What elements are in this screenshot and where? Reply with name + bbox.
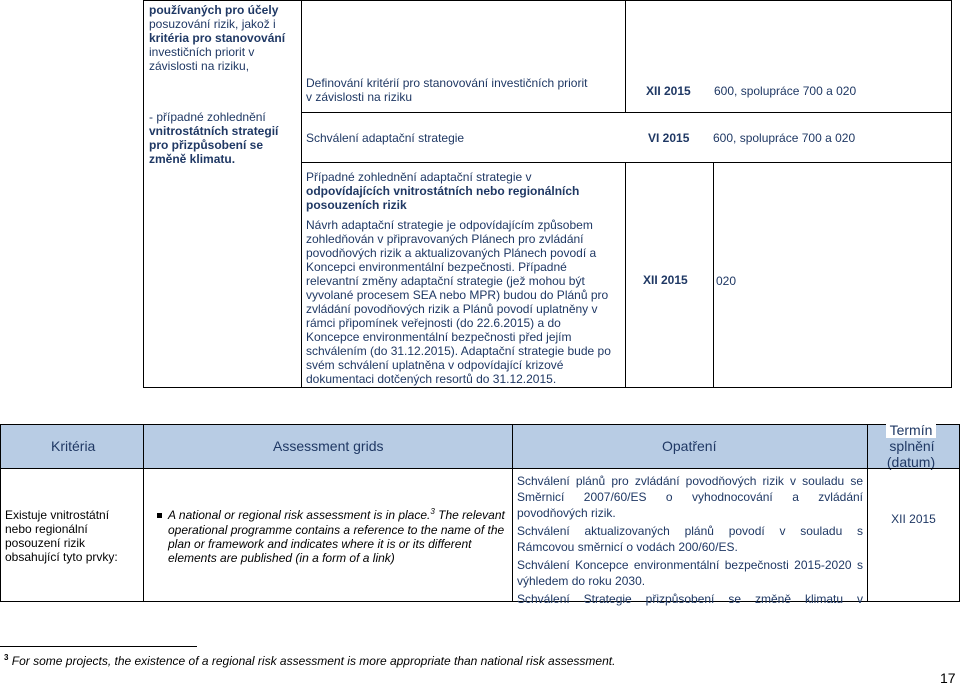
row3-body-line: Koncepce environmentální bezpečnosti před jejím: [306, 330, 572, 344]
row3-heading: odpovídajících vnitrostátních nebo regionálních: [306, 184, 580, 198]
left-col-line: závislosti na riziku,: [149, 59, 250, 73]
measure-line: povodňových rizik.: [517, 506, 616, 520]
measures-list: [517, 473, 863, 607]
left-col-line: - případné zohlednění: [149, 110, 266, 124]
assessment-text: A national or regional risk assessment is in place.: [168, 508, 431, 522]
assessment-line1: [168, 508, 505, 522]
row2-text: Schválení adaptační strategie: [306, 131, 465, 145]
left-col-line: vnitrostátních strategií: [149, 124, 279, 138]
bullet-icon: [157, 513, 162, 518]
left-col-line: investičních priorit v: [149, 45, 255, 59]
measure-line: Schválení aktualizovaných plánů povodí v souladu s: [517, 524, 863, 538]
row3-date: XII 2015: [643, 273, 688, 287]
row2-date: VI 2015: [648, 131, 690, 145]
row1-date: XII 2015: [646, 84, 691, 98]
criteria-line: posouzení rizik: [5, 536, 86, 550]
row3-body-line: rámci připomínek veřejnosti (do 22.6.2015) a do: [306, 316, 561, 330]
row3-body-line: povodňových rizik a aktualizovaných Plánech povodí a: [306, 246, 597, 260]
measure-line: Směrnicí 2007/60/ES o vyhodnocování a zvládání: [517, 490, 863, 504]
bottom-date: XII 2015: [891, 512, 936, 526]
measure-line: Schválení Koncepce environmentální bezpečnosti 2015-2020 s: [517, 558, 863, 572]
assessment-line: elements are published (in a form of a link): [168, 551, 395, 565]
row3-heading: posouzeních rizik: [306, 198, 407, 212]
row3-body: [306, 218, 621, 386]
header-termin: splnění: [889, 438, 935, 454]
row3-body-line: dokumentaci dotčených resortů do 31.12.2015.: [306, 372, 557, 386]
footnote-text: For some projects, the existence of a regional risk assessment is more appropriate than national risk assessment.: [11, 654, 616, 668]
page-number: 17: [940, 670, 956, 686]
row3-owner: 020: [716, 274, 737, 288]
left-col-line: kritéria pro stanovování: [149, 31, 286, 45]
row3-body-line: vyvolané procesem SEA nebo MPR) budou do Plánů pro: [306, 288, 609, 302]
header-termin: (datum): [886, 454, 936, 470]
criteria-line: obsahující tyto prvky:: [5, 550, 118, 564]
row3-body-line: Koncepci environmentální bezpečnosti. Případné: [306, 260, 567, 274]
row3-body-line: relevantní změny adaptační strategie (jež mohou být: [306, 274, 585, 288]
header-assessment: Assessment grids: [273, 438, 384, 454]
left-col-line: pro přizpůsobení se: [149, 138, 264, 152]
footnote-number: 3: [4, 653, 9, 662]
measure-line: výhledem do roku 2030.: [517, 574, 646, 588]
left-col-line: používaných pro účely: [149, 3, 279, 17]
header-opatreni: Opatření: [662, 438, 717, 454]
measure-line: Schválení Strategie přizpůsobení se změně klimatu v: [517, 592, 863, 606]
footnote-separator: [0, 646, 197, 647]
row3-body-line: Návrh adaptační strategie je odpovídajícím způsobem: [306, 218, 593, 232]
row3-heading: Případné zohlednění adaptační strategie v: [306, 170, 532, 184]
row3-body-line: schválením (do 31.12.2015). Adaptační strategie bude po: [306, 344, 611, 358]
assessment-text-tail: The relevant: [434, 508, 505, 522]
assessment-line: operational programme contains a reference to the name of the: [168, 523, 505, 537]
row1-text: v závislosti na riziku: [306, 90, 413, 104]
criteria-line: nebo regionální: [5, 522, 88, 536]
row3-body-line: svém schválení uplatněna v odpovídající krizové: [306, 358, 564, 372]
footnote-ref: 3: [430, 507, 435, 516]
row3-body-line: zohledňován v připravovaných Plánech pro zvládání: [306, 232, 584, 246]
criteria-text: Existuje vnitrostátní: [5, 508, 110, 522]
row1-text: Definování kritérií pro stanovování investičních priorit: [306, 76, 588, 90]
measure-line: Rámcovou směrnicí o vodách 200/60/ES.: [517, 540, 738, 554]
footnote: [4, 654, 615, 668]
header-termin: Termín: [886, 422, 936, 438]
assessment-line: plan or framework and indicates where it is or its different: [168, 537, 472, 551]
row3-body-line: zvládání povodňových rizik a Plánů povodí uplatněny v: [306, 302, 598, 316]
left-col-line: změně klimatu.: [149, 152, 236, 166]
row1-owner: 600, spolupráce 700 a 020: [714, 84, 857, 98]
row2-owner: 600, spolupráce 700 a 020: [713, 131, 856, 145]
left-col-line: posuzování rizik, jakož i: [149, 17, 276, 31]
criteria-line: [5, 508, 109, 522]
date-cell: [867, 468, 960, 602]
header-kriteria: Kritéria: [51, 438, 96, 454]
measure-line: Schválení plánů pro zvládání povodňových rizik v souladu se: [517, 474, 863, 488]
top-table-row3-owner-cell: [713, 162, 952, 388]
